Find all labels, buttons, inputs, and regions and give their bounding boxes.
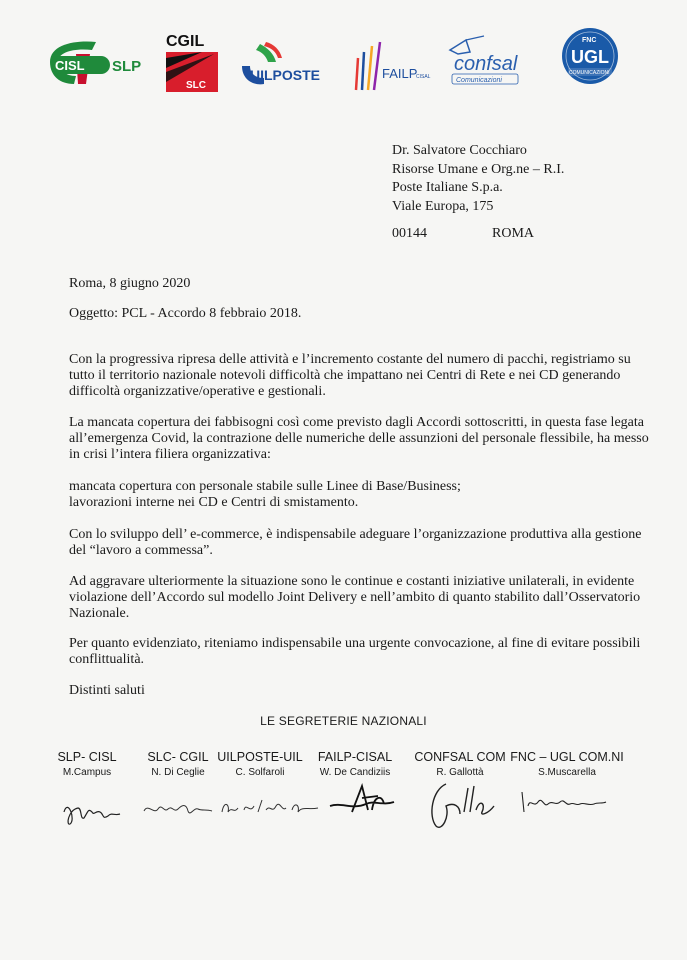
signatory-name: M.Campus	[62, 767, 112, 778]
signature-solfaroli	[218, 792, 322, 822]
recipient-cap: 00144	[392, 226, 427, 241]
failp-cisal-logo	[348, 34, 431, 96]
svg-text:FAILP: FAILP	[382, 66, 418, 81]
signatory-org: FAILP-CISAL	[317, 750, 393, 764]
recipient-name: Dr. Salvatore Cocchiaro	[392, 143, 527, 158]
svg-text:SLC: SLC	[186, 80, 206, 91]
fnc-ugl-logo	[560, 26, 620, 86]
signatory-name: S.Muscarella	[538, 767, 596, 778]
recipient-address	[392, 142, 564, 216]
union-logos	[40, 22, 650, 102]
list-item-2: lavorazioni interne nei CD e Centri di smistamento.	[69, 495, 359, 510]
paragraph-3: Con lo sviluppo dell’ e-commerce, è indispensabile adeguare l’organizzazione produttiva alla gestione del “lavoro a commessa”.	[69, 527, 642, 558]
recipient-company: Poste Italiane S.p.a.	[392, 180, 503, 195]
signatory-org: SLC- CGIL	[147, 750, 209, 764]
signature-campus	[58, 790, 128, 830]
paragraph-1: Con la progressiva ripresa delle attività e l’incremento costante del numero di pacchi, registriamo su tutto il territorio nazionale notevoli difficoltà che impattano nei Centri di Rete e nei CD generando difficoltà organizzative/operative e gestionali.	[69, 352, 631, 399]
signatory-name: C. Solfaroli	[235, 767, 285, 778]
letter-date: Roma, 8 giugno 2020	[69, 276, 191, 291]
signatory-org: FNC – UGL COM.NI	[510, 750, 624, 764]
letter-subject: Oggetto: PCL - Accordo 8 febbraio 2018.	[69, 306, 302, 321]
paragraph-5: Per quanto evidenziato, riteniamo indispensabile una urgente convocazione, al fine di evitare possibili conflittualità.	[69, 636, 641, 667]
signatory-6	[508, 750, 626, 778]
svg-text:CGIL: CGIL	[166, 33, 205, 50]
svg-text:SLP: SLP	[112, 58, 142, 75]
paragraph-4: Ad aggravare ulteriormente la situazione sono le continue e costanti iniziative unilaterali, in evidente violazione dell’Accordo sul modello Joint Delivery e nell’ambito di quanto stabilito dall’Osservatorio Nazionale.	[69, 574, 641, 621]
recipient-city-line	[392, 226, 534, 242]
svg-text:CISAL: CISAL	[416, 74, 431, 80]
svg-text:confsal: confsal	[454, 53, 518, 75]
signatory-1	[52, 750, 122, 778]
signatory-3	[215, 750, 305, 778]
svg-text:UGL: UGL	[571, 47, 609, 67]
signatory-org: UILPOSTE-UIL	[217, 750, 303, 764]
signature-de-candiziis	[322, 776, 402, 820]
signatory-2	[138, 750, 218, 778]
signature-gallotta	[420, 776, 500, 832]
recipient-street: Viale Europa, 175	[392, 198, 494, 214]
closing: Distinti saluti	[69, 683, 145, 698]
signature-di-ceglie	[140, 795, 216, 823]
list-item-1: mancata copertura con personale stabile sulle Linee di Base/Business;	[69, 479, 461, 494]
signatory-name: R. Gallottà	[436, 767, 484, 778]
uilposte-logo	[238, 40, 332, 92]
paragraph-2: La mancata copertura dei fabbisogni così come previsto dagli Accordi sottoscritti, in questa fase legata all’emergenza Covid, la contrazione delle numeriche delle assunzioni del personale flessibile, ha messo in crisi l’intera filiera organizzativa:	[69, 415, 649, 462]
confsal-logo	[440, 32, 526, 90]
recipient-city: ROMA	[492, 226, 535, 241]
svg-text:COMUNICAZIONI: COMUNICAZIONI	[569, 70, 610, 76]
cgil-slc-logo	[162, 28, 226, 96]
svg-text:Comunicazioni: Comunicazioni	[456, 77, 502, 84]
signature-muscarella	[514, 786, 610, 816]
signatory-name: N. Di Ceglie	[151, 767, 205, 778]
signatory-5	[412, 750, 508, 778]
svg-text:CISL: CISL	[55, 58, 85, 73]
signatory-org: CONFSAL COM	[414, 750, 506, 764]
svg-text:FNC: FNC	[582, 37, 597, 44]
signatory-4	[310, 750, 400, 778]
signatory-org: SLP- CISL	[57, 750, 117, 764]
signatory-name: W. De Candiziis	[319, 767, 391, 778]
cisl-slp-logo	[46, 36, 148, 88]
svg-text:UILPOSTE: UILPOSTE	[250, 67, 321, 83]
recipient-dept: Risorse Umane e Org.ne – R.I.	[392, 161, 565, 177]
footer-title: LE SEGRETERIE NAZIONALI	[260, 714, 427, 728]
